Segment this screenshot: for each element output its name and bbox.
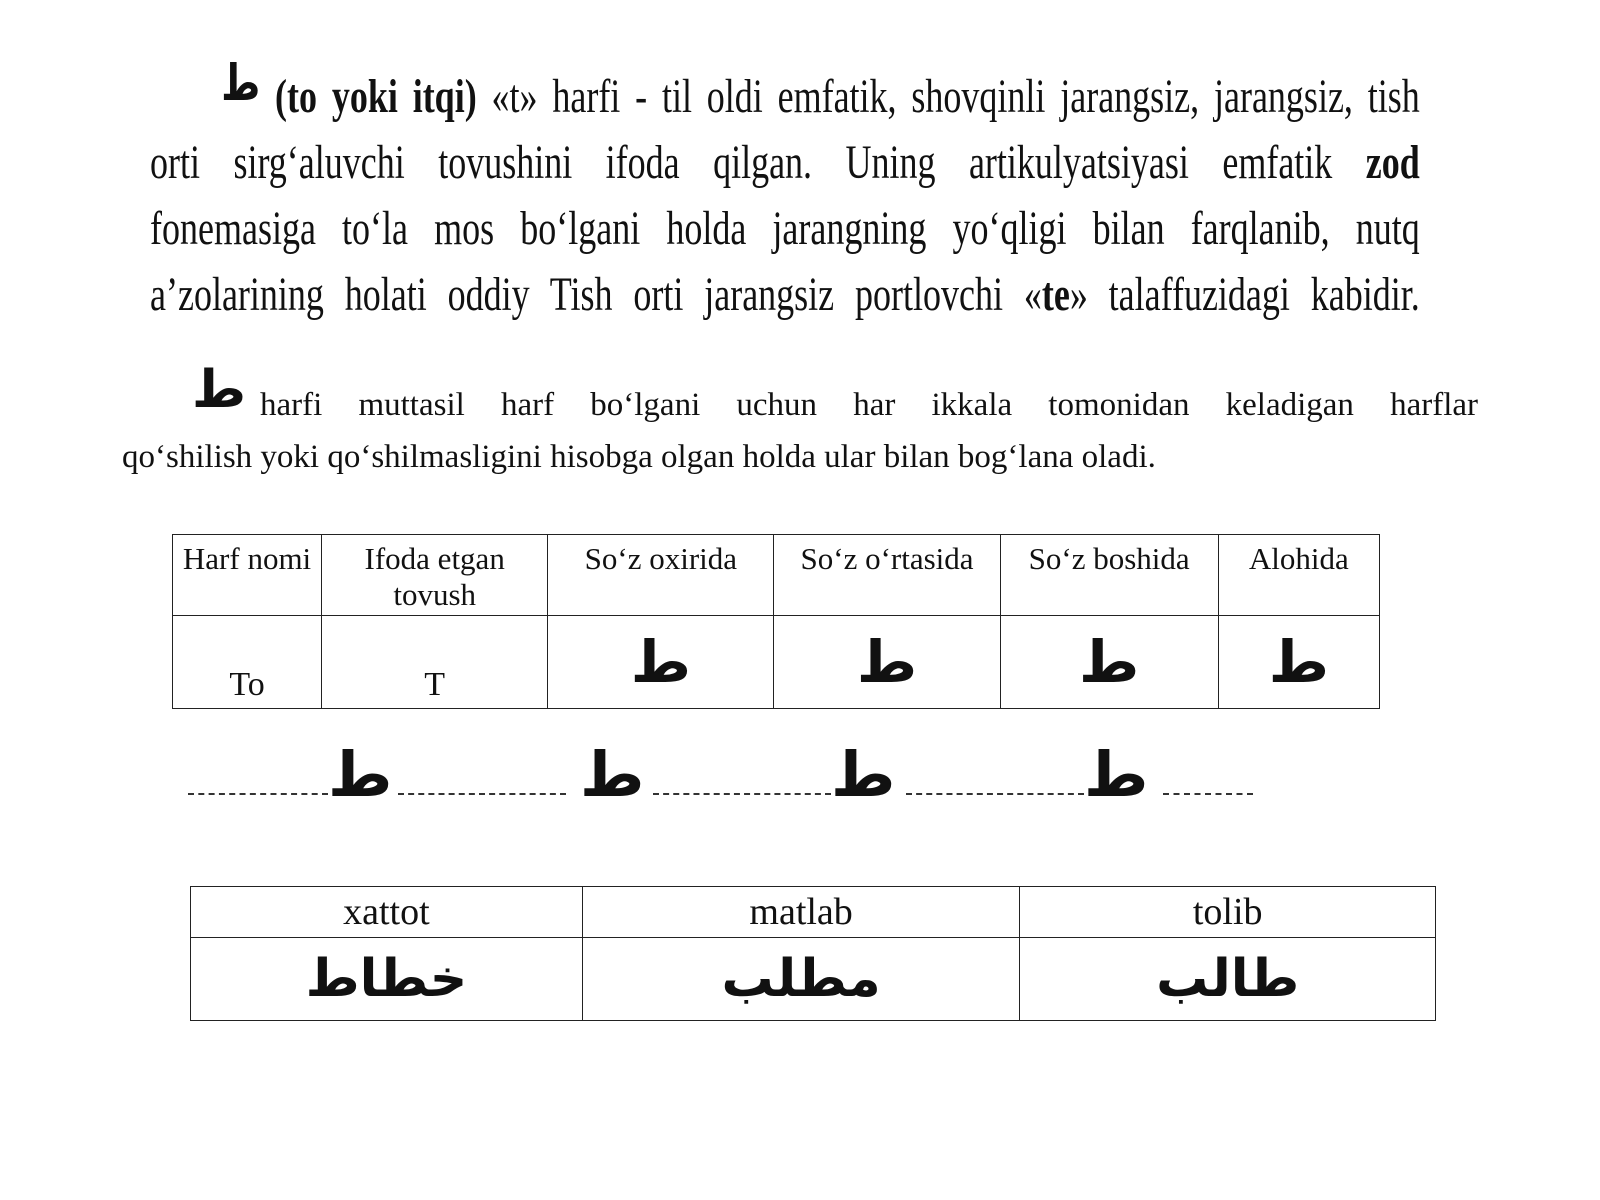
word-cell: xattot (191, 887, 583, 938)
dashed-line (653, 793, 831, 795)
emphasis-text: zod (1365, 136, 1420, 189)
table-header-row (173, 535, 1380, 616)
word-cell: tolib (1020, 887, 1436, 938)
letter-name: (to yoki itqi) (275, 70, 477, 123)
practice-letter: ط (831, 738, 896, 811)
header-cell: Ifoda etgan tovush (322, 535, 548, 616)
table-row (173, 616, 1380, 709)
paragraph-line-3 (150, 196, 1420, 262)
form-isolated-cell: ط (1218, 616, 1379, 709)
dashed-line (906, 793, 1084, 795)
word-cell: matlab (582, 887, 1020, 938)
arabic-letter-ta: ط (221, 54, 261, 112)
practice-letter: ط (328, 738, 393, 811)
form-initial-cell: ط (1000, 616, 1218, 709)
paragraph-text: «t» harfi - til oldi emfatik, shovqinli jarangsiz, jarangsiz, tish (476, 70, 1420, 123)
header-cell: So‘z o‘rtasida (774, 535, 1000, 616)
form-final-cell: ط (548, 616, 774, 709)
emphasis-text: te (1041, 268, 1070, 321)
dashed-line (1163, 793, 1253, 795)
arabic-word-cell: خطاط (191, 938, 583, 1021)
paragraph-line-1 (150, 54, 1420, 130)
writing-practice-line (188, 740, 1268, 810)
paragraph-text: fonemasiga to‘la mos bo‘lgani holda jarangning yo‘qligi bilan farqlanib, nutq (150, 202, 1420, 255)
paragraph-text: » talaffuzidagi kabidir. (1069, 268, 1420, 321)
paragraph-line-2: qo‘shilish yoki qo‘shilmasligini hisobga olgan holda ular bilan bog‘lana oladi. (122, 439, 1156, 475)
arabic-word-cell: طالب (1020, 938, 1436, 1021)
dashed-line (188, 793, 328, 795)
table-row (191, 887, 1436, 938)
arabic-word-cell: مطلب (582, 938, 1020, 1021)
header-cell: So‘z oxirida (548, 535, 774, 616)
practice-letter: ط (580, 738, 645, 811)
example-words-table (190, 886, 1436, 1021)
paragraph-text: harfi muttasil harf bo‘lgani uchun har ikkala tomonidan keladigan harflar (260, 387, 1478, 423)
paragraph-text: orti sirg‘aluvchi tovushini ifoda qilgan. Uning artikulyatsiyasi emfatik (150, 136, 1366, 189)
practice-letter: ط (1084, 738, 1149, 811)
paragraph-letter-description (150, 54, 1420, 328)
paragraph-line-4 (150, 262, 1420, 328)
header-cell: So‘z boshida (1000, 535, 1218, 616)
table-row (191, 938, 1436, 1021)
paragraph-line-2 (150, 130, 1420, 196)
letter-name-cell: To (173, 616, 322, 709)
arabic-letter-ta: ط (192, 360, 247, 420)
letter-forms-table (172, 534, 1380, 709)
sound-cell: T (322, 616, 548, 709)
paragraph-connection-rule (122, 360, 1478, 483)
dashed-line (398, 793, 566, 795)
header-cell: Harf nomi (173, 535, 322, 616)
paragraph-line-1 (122, 360, 1478, 431)
form-medial-cell: ط (774, 616, 1000, 709)
header-cell: Alohida (1218, 535, 1379, 616)
paragraph-text: a’zolarining holati oddiy Tish orti jarangsiz portlovchi « (150, 268, 1042, 321)
